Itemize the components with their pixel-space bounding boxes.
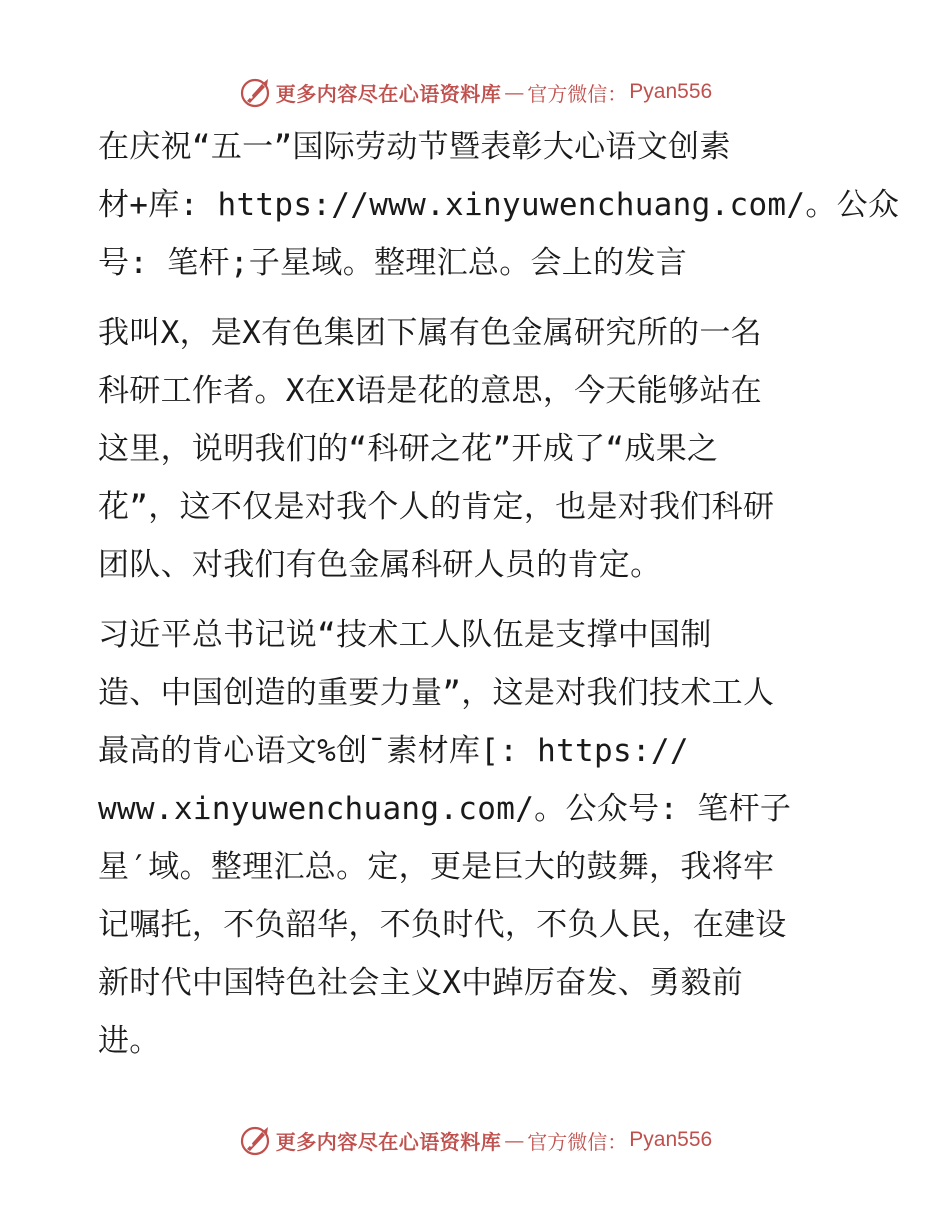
header-dash: — bbox=[504, 80, 525, 104]
text-line: 造、中国创造的重要力量”，这是对我们技术工人 bbox=[98, 675, 775, 711]
text-line: 最高的肯心语文%创¯素材库[: https:// bbox=[98, 733, 689, 769]
header-wechat-label: 官方微信： bbox=[527, 81, 628, 106]
text-line: 记嘱托，不负韶华，不负时代，不负人民，在建设 bbox=[98, 907, 787, 943]
text-line: 号: 笔杆;子星域。整理汇总。会上的发言 bbox=[98, 245, 687, 281]
text-line: 新时代中国特色社会主义X中踔厉奋发、勇毅前 bbox=[98, 965, 743, 1001]
footer-wechat-id: Pyan556 bbox=[629, 1128, 713, 1151]
paragraph bbox=[98, 304, 858, 594]
paragraph bbox=[98, 606, 858, 1070]
header-watermark bbox=[0, 72, 950, 112]
text-line: 花”，这不仅是对我个人的肯定，也是对我们科研 bbox=[98, 489, 775, 525]
text-line: 进。 bbox=[98, 1023, 161, 1059]
footer-wechat-label: 官方微信： bbox=[527, 1129, 628, 1154]
text-line: 在庆祝“五一”国际劳动节暨表彰大心语文创素 bbox=[98, 129, 731, 165]
footer-site-text: 更多内容尽在心语资料库 bbox=[275, 1129, 502, 1154]
quill-logo-icon bbox=[238, 1123, 272, 1157]
text-line: www.xinyuwenchuang.com/。公众号: 笔杆子 bbox=[98, 791, 792, 827]
text-line: 材+库: https://www.xinyuwenchuang.com/。公众 bbox=[98, 187, 900, 223]
text-line: 团队、对我们有色金属科研人员的肯定。 bbox=[98, 547, 662, 583]
header-wechat-id: Pyan556 bbox=[629, 80, 713, 103]
text-line: 星′域。整理汇总。定，更是巨大的鼓舞，我将牢 bbox=[98, 849, 775, 885]
document-body bbox=[98, 118, 900, 1082]
footer-dash: — bbox=[504, 1128, 525, 1152]
footer-watermark bbox=[0, 1120, 950, 1160]
quill-logo-icon bbox=[238, 75, 272, 109]
text-line: 习近平总书记说“技术工人队伍是支撑中国制 bbox=[98, 617, 712, 653]
text-line: 科研工作者。X在X语是花的意思，今天能够站在 bbox=[98, 373, 762, 409]
text-line: 我叫X，是X有色集团下属有色金属研究所的一名 bbox=[98, 315, 762, 351]
text-line: 这里，说明我们的“科研之花”开成了“成果之 bbox=[98, 431, 719, 467]
paragraph bbox=[98, 118, 900, 292]
header-site-text: 更多内容尽在心语资料库 bbox=[275, 81, 502, 106]
